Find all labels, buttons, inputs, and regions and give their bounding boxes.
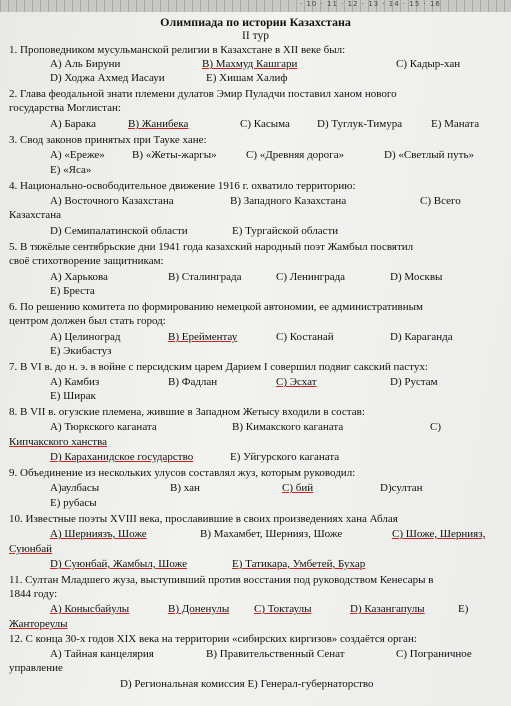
q1-option-a: А) Аль Бируни [50, 58, 121, 70]
q1-option-e: Е) Хишам Халиф [206, 72, 288, 84]
q8-option-e: Е) Уйгурского каганата [230, 451, 340, 463]
q10-option-a: А) Шерниязъ, Шоже [50, 528, 147, 540]
question-5: 5. В тяжёлые сентябрьские дни 1941 года казахский народный поэт Жамбыл посвятил [9, 241, 414, 253]
q7-option-a: А) Камбиз [50, 376, 100, 388]
question-11: 11. Султан Младшего жуза, выступивший против восстания под руководством Кенесары в [9, 574, 434, 586]
document-page [0, 12, 511, 706]
question-12: 12. С конца 30-х годов XIX века на территории «сибирских киргизов» создаётся орган: [9, 633, 417, 645]
q1-option-b: В) Махмуд Кашгари [202, 58, 298, 70]
q3-option-b: В) «Жеты-жаргы» [132, 149, 217, 161]
q2-option-b: В) Жанибека [128, 118, 189, 130]
q11-option-e: Е) [458, 603, 469, 615]
question-4: 4. Национально-освободительное движение 1916 г. охватило территорию: [9, 180, 356, 192]
question-8-cont: Кипчакского ханства [9, 436, 107, 448]
q12-option-c: С) Пограничное [396, 648, 472, 660]
q8-option-c: С) [430, 421, 441, 433]
question-10: 10. Известные поэты XVIII века, прославившие в своих произведениях хана Аблая [9, 513, 398, 525]
question-1: 1. Проповедником мусульманской религии в Казахстане в XII веке был: [9, 44, 346, 56]
question-9: 9. Объединение из нескольких улусов составлял жуз, которым руководил: [9, 467, 356, 479]
q1-option-d: D) Ходжа Ахмед Иасауи [50, 72, 165, 84]
q10-option-b: В) Махамбет, Шернияз, Шоже [200, 528, 343, 540]
q4-option-e: Е) Тургайской области [232, 225, 339, 237]
q8-option-a: А) Тюркского каганата [50, 421, 157, 433]
q1-option-c: С) Кадыр-хан [396, 58, 461, 70]
question-6: 6. По решению комитета по формированию немецкой автономии, ее административным [9, 301, 423, 313]
q7-option-c: С) Эсхат [276, 376, 317, 388]
q10-option-c: С) Шоже, Шернияз, [392, 528, 486, 540]
q2-option-d: D) Туглук-Тимура [317, 118, 403, 130]
q3-option-d: D) «Светлый путь» [384, 149, 474, 161]
q7-option-e: Е) Ширак [50, 390, 96, 402]
document-subtitle: II тур [242, 30, 269, 42]
q4-option-d: D) Семипалатинской области [50, 225, 188, 237]
q3-option-c: С) «Древняя дорога» [246, 149, 345, 161]
question-8: 8. В VII в. огузские племена, жившие в Западном Жетысу входили в состав: [9, 406, 365, 418]
q6-option-c: С) Костанай [276, 331, 334, 343]
q4-option-c: С) Всего [420, 195, 461, 207]
q6-option-a: А) Целиноград [50, 331, 121, 343]
question-2: 2. Глава феодальной знати племени дулатов Эмир Пуладчи поставил ханом нового [9, 88, 397, 100]
q11-option-c: С) Токтаулы [254, 603, 312, 615]
q12-option-d-e: D) Региональная комиссия Е) Генерал-губернаторство [120, 678, 374, 690]
q6-option-d: D) Караганда [390, 331, 453, 343]
ruler-numbers: · 10 · 11 · 12 · 13 · 14 · 15 · 16 [300, 0, 441, 8]
q12-option-b: В) Правительственный Сенат [206, 648, 345, 660]
q5-option-d: D) Москвы [390, 271, 443, 283]
q9-option-a: А)аулбасы [50, 482, 100, 494]
q9-option-e: Е) рубасы [50, 497, 97, 509]
question-5-cont: своё стихотворение защитникам: [9, 255, 164, 267]
q11-option-a: А) Конысбайулы [50, 603, 130, 615]
q5-option-b: В) Сталинграда [168, 271, 242, 283]
q5-option-e: Е) Бреста [50, 285, 95, 297]
q4-option-b: В) Западного Казахстана [230, 195, 347, 207]
q2-option-a: А) Барака [50, 118, 96, 130]
question-10-cont: Суюнбай [9, 543, 53, 555]
q2-option-e: Е) Маната [431, 118, 480, 130]
question-11-cont2: Жантореулы [9, 618, 68, 630]
question-12-cont: управление [9, 662, 63, 674]
q6-option-e: Е) Экибастуз [50, 345, 112, 357]
q2-option-c: С) Касыма [240, 118, 290, 130]
q9-option-d: D)султан [380, 482, 423, 494]
q11-option-d: D) Казангапулы [350, 603, 425, 615]
q12-option-a: А) Тайная канцелярия [50, 648, 154, 660]
q10-option-d: D) Суюнбай, Жамбыл, Шоже [50, 558, 187, 570]
q5-option-c: С) Ленинграда [276, 271, 346, 283]
q9-option-c: С) бий [282, 482, 314, 494]
document-title: Олимпиада по истории Казахстана [160, 15, 351, 29]
q4-option-a: А) Восточного Казахстана [50, 195, 174, 207]
question-4-cont: Казахстана [9, 209, 61, 221]
question-6-cont: центром должен был стать город: [9, 315, 166, 327]
q8-option-d: D) Караханидское государство [50, 451, 194, 463]
question-2-cont: государства Моглистан: [9, 102, 121, 114]
q10-option-e: Е) Татикара, Умбетей, Бухар [232, 558, 366, 570]
q5-option-a: А) Харькова [50, 271, 108, 283]
q6-option-b: В) Ерейментау [168, 331, 238, 343]
q9-option-b: В) хан [170, 482, 200, 494]
q7-option-d: D) Рустам [390, 376, 438, 388]
question-3: 3. Свод законов принятых при Тауке хане: [9, 134, 207, 146]
q3-option-e: Е) «Яса» [50, 164, 92, 176]
q3-option-a: А) «Ереже» [50, 149, 105, 161]
q11-option-b: В) Доненулы [168, 603, 230, 615]
q7-option-b: В) Фадлан [168, 376, 218, 388]
question-11-cont: 1844 году: [9, 588, 58, 600]
q8-option-b: В) Кимакского каганата [232, 421, 344, 433]
question-7: 7. В VI в. до н. э. в войне с персидским царем Дарием I совершил подвиг сакский пастух: [9, 361, 428, 373]
